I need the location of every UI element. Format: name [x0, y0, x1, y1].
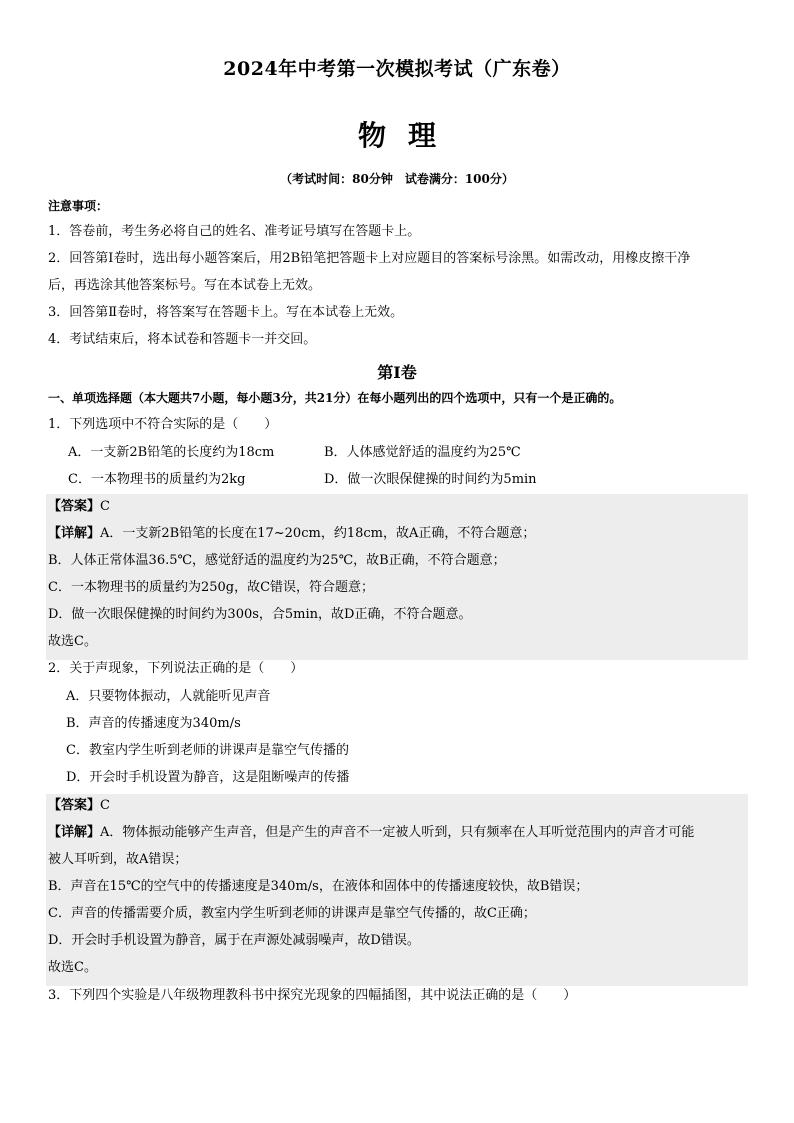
question-3-stem: 3．下列四个实验是八年级物理教科书中探究光现象的四幅插图，其中说法正确的是（ ） — [48, 988, 577, 1003]
section-title: 第Ⅰ卷 — [377, 363, 417, 382]
question-1-option-a: A．一支新2B铅笔的长度约为18cm — [68, 445, 275, 460]
question-1-detail — [48, 525, 535, 543]
section-desc-prefix: 一、单项选择题（本大题共7小题，每小题3分，共21分） — [48, 391, 358, 405]
answer-value: C — [100, 499, 110, 514]
question-1-option-b: B．人体感觉舒适的温度约为25℃ — [324, 445, 521, 460]
question-1-answer — [48, 498, 110, 516]
question-1-option-d: D．做一次眼保健操的时间约为5min — [324, 472, 537, 487]
detail-label: 【详解】 — [48, 825, 101, 840]
detail-line: C．声音的传播需要介质，教室内学生听到老师的讲课声是靠空气传播的，故C正确； — [48, 906, 536, 921]
note-item: 4．考试结束后，将本试卷和答题卡一并交回。 — [48, 332, 317, 347]
detail-line: A．物体振动能够产生声音，但是产生的声音不一定被人听到，只有频率在人耳听觉范围内的声音才可能 — [100, 825, 695, 840]
question-2-answer — [48, 797, 110, 815]
subject-title: 物理 — [357, 119, 458, 152]
detail-line: C．一本物理书的质量约为250g，故C错误，符合题意； — [48, 580, 375, 595]
answer-value: C — [100, 798, 110, 813]
question-2-option-d: D．开会时手机设置为静音，这是阻断噪声的传播 — [66, 770, 350, 785]
answer-label: 【答案】 — [48, 798, 101, 813]
question-1-stem: 1．下列选项中不符合实际的是（ ） — [48, 417, 278, 432]
question-1-option-c: C．一本物理书的质量约为2kg — [68, 472, 246, 487]
answer-label: 【答案】 — [48, 499, 101, 514]
section-description — [48, 389, 621, 406]
note-item: 2．回答第Ⅰ卷时，选出每小题答案后，用2B铅笔把答题卡上对应题目的答案标号涂黑。如需改动，用橡皮擦干净 — [48, 251, 691, 266]
detail-line: D．开会时手机设置为静音，属于在声源处减弱噪声，故D错误。 — [48, 933, 420, 948]
detail-line: 故选C。 — [48, 634, 97, 649]
note-item: 后，再选涂其他答案标号。写在本试卷上无效。 — [48, 278, 322, 293]
question-2-option-c: C．教室内学生听到老师的讲课声是靠空气传播的 — [66, 743, 349, 758]
question-2-option-b: B．声音的传播速度为340m/s — [66, 716, 241, 731]
detail-line: B．声音在15℃的空气中的传播速度是340m/s，在液体和固体中的传播速度较快，故B错误； — [48, 879, 589, 894]
exam-title: 2024年中考第一次模拟考试（广东卷） — [223, 58, 571, 80]
detail-line: D．做一次眼保健操的时间约为300s，合5min，故D正确，不符合题意。 — [48, 607, 472, 622]
answer-block-1 — [46, 494, 748, 660]
detail-line: A．一支新2B铅笔的长度在17~20cm，约18cm，故A正确，不符合题意； — [100, 526, 536, 541]
detail-label: 【详解】 — [48, 526, 101, 541]
question-2-option-a: A．只要物体振动，人就能听见声音 — [66, 689, 271, 704]
detail-line: 被人耳听到，故A错误； — [48, 852, 188, 867]
detail-line: 故选C。 — [48, 960, 97, 975]
detail-line: B．人体正常体温36.5℃，感觉舒适的温度约为25℃，故B正确，不符合题意； — [48, 553, 506, 568]
exam-info: （考试时间：80分钟 试卷满分：100分） — [280, 172, 514, 186]
note-item: 3．回答第Ⅱ卷时，将答案写在答题卡上。写在本试卷上无效。 — [48, 305, 404, 320]
note-item: 1．答卷前，考生务必将自己的姓名、准考证号填写在答题卡上。 — [48, 224, 421, 239]
question-2-detail — [48, 824, 694, 842]
section-desc-suffix: 在每小题列出的四个选项中，只有一个是正确的。 — [357, 391, 622, 405]
question-2-stem: 2．关于声现象，下列说法正确的是（ ） — [48, 661, 304, 676]
notes-heading: 注意事项： — [48, 199, 109, 213]
